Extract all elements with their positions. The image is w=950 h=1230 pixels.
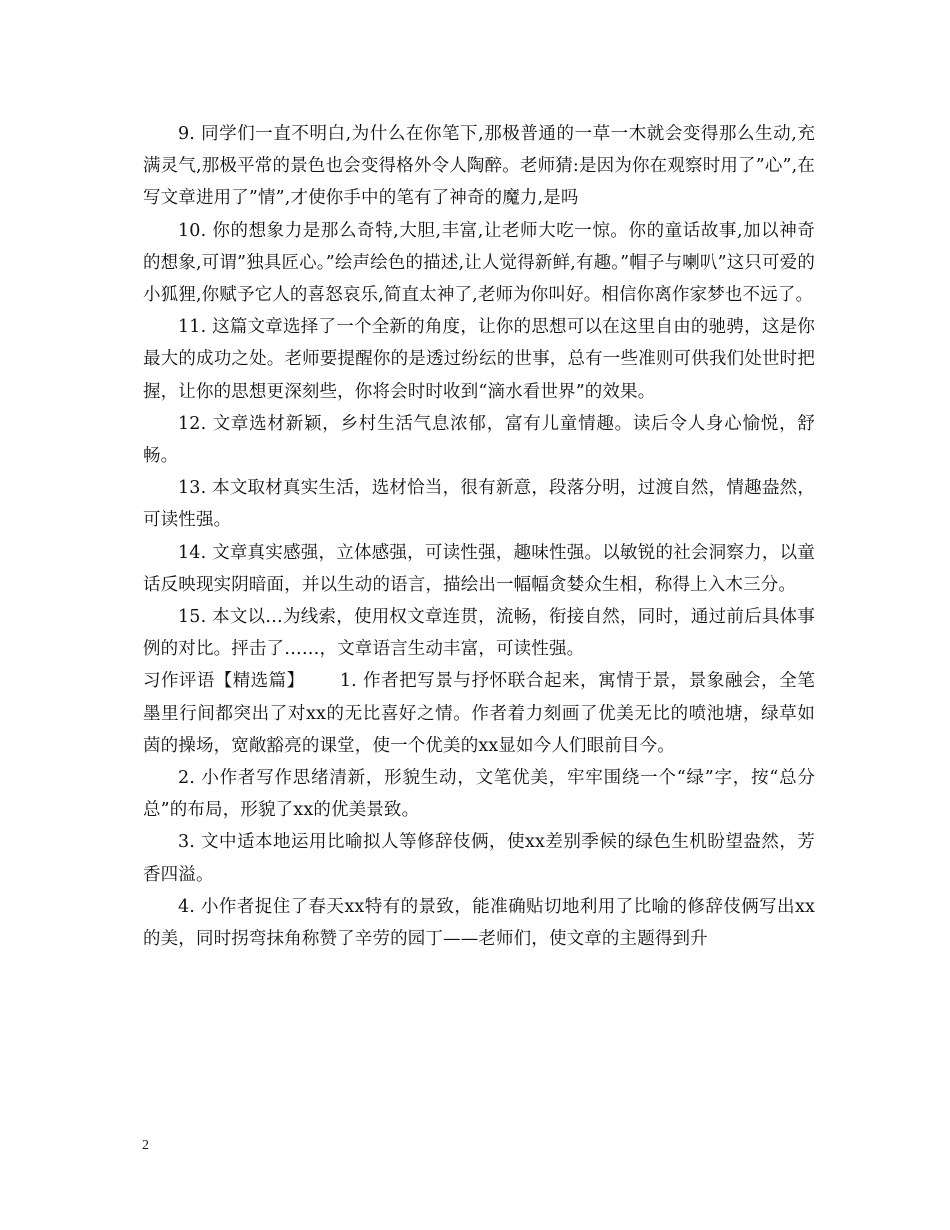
section-heading: 习作评语【精选篇】 [143,671,305,692]
comment-paragraph-13: 13. 本文取材真实生活，选材恰当，很有新意，段落分明，过渡自然，情趣盎然，可读性强。 [143,478,815,531]
section-paragraph-3: 3. 文中适本地运用比喻拟人等修辞伎俩，使xx差别季候的绿色生机盼望盎然，芳香四溢。 [143,832,815,885]
comment-paragraph-15: 15. 本文以…为线索，使用权文章连贯，流畅，衔接自然，同时，通过前后具体事例的对比。抨击了……，文章语言生动丰富，可读性强。 [143,607,815,660]
section-paragraph-1 [143,665,815,762]
comment-paragraph-10: 10. 你的想象力是那么奇特,大胆,丰富,让老师大吃一惊。你的童话故事,加以神奇的想象,可谓”独具匠心。”绘声绘色的描述,让人觉得新鲜,有趣。”帽子与喇叭”这只可爱的小狐狸,你赋予它人的喜怒哀乐,简直太神了,老师为你叫好。相信你离作家梦也不远了。 [143,220,815,306]
section-paragraph-4: 4. 小作者捉住了春天xx特有的景致，能准确贴切地利用了比喻的修辞伎俩写出xx的美，同时拐弯抹角称赞了辛劳的园丁——老师们，使文章的主题得到升 [143,896,815,950]
section-item-1: 1. 作者把写景与抒怀联合起来，寓情于景，景象融会，全笔墨里行间都突出了对xx的无比喜好之情。作者着力刻画了优美无比的喷池塘，绿草如茵的操场，宽敞豁亮的课堂，使一个优美的xx显如今人们眼前目今。 [143,671,815,756]
section-paragraph-2: 2. 小作者写作思绪清新，形貌生动，文笔优美，牢牢围绕一个“绿”字，按“总分总”的布局，形貌了xx的优美景致。 [143,768,815,821]
comment-paragraph-9: 9. 同学们一直不明白,为什么在你笔下,那极普通的一草一木就会变得那么生动,充满灵气,那极平常的景色也会变得格外令人陶醉。老师猜:是因为你在观察时用了”心”,在写文章进用了”情”,才使你手中的笔有了神奇的魔力,是吗 [143,124,815,209]
comment-paragraph-14: 14. 文章真实感强，立体感强，可读性强，趣味性强。以敏锐的社会洞察力，以童话反映现实阴暗面，并以生动的语言，描绘出一幅幅贪婪众生相，称得上入木三分。 [143,542,815,595]
body-text [143,118,815,955]
page-number: 2 [142,1138,149,1153]
comment-paragraph-11: 11. 这篇文章选择了一个全新的角度，让你的思想可以在这里自由的驰骋，这是你最大的成功之处。老师要提醒你的是透过纷纭的世事，总有一些准则可供我们处世时把握，让你的思想更深刻些，你将会时时收到“滴水看世界”的效果。 [143,317,815,402]
comment-paragraph-12: 12. 文章选材新颖，乡村生活气息浓郁，富有儿童情趣。读后令人身心愉悦，舒畅。 [143,413,815,467]
